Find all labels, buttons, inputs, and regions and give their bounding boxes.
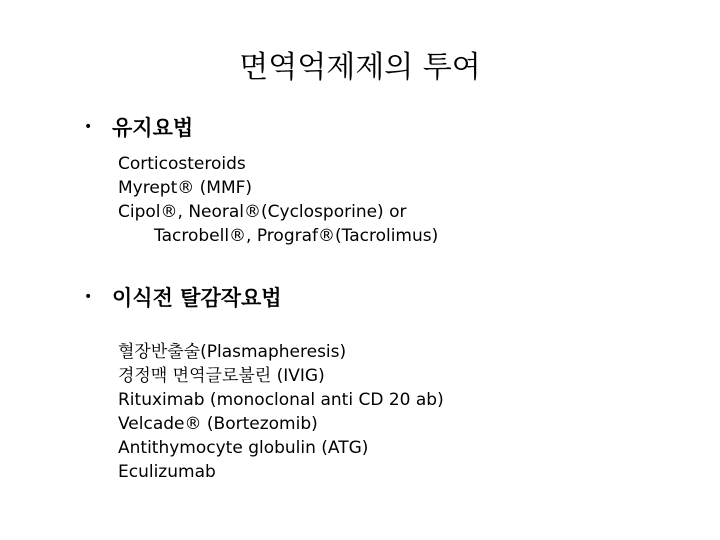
section-desensitization-therapy bbox=[84, 280, 282, 314]
list-item: Corticosteroids bbox=[118, 154, 246, 174]
maintenance-drug-list bbox=[118, 152, 438, 248]
list-item: Myrept® (MMF) bbox=[118, 178, 253, 198]
section-heading: 유지요법 bbox=[112, 116, 194, 140]
list-item: Antithymocyte globulin (ATG) bbox=[118, 438, 369, 458]
slide-title: 면역억제제의 투여 bbox=[239, 50, 481, 85]
list-item: Rituximab (monoclonal anti CD 20 ab) bbox=[118, 390, 444, 410]
list-item: Eculizumab bbox=[118, 462, 216, 482]
bullet-icon: • bbox=[84, 289, 93, 305]
list-item: Cipol®, Neoral®(Cyclosporine) or bbox=[118, 202, 407, 222]
bullet-icon: • bbox=[84, 119, 93, 135]
list-item: 혈장반출술(Plasmapheresis) bbox=[118, 342, 347, 362]
desensitization-treatment-list bbox=[118, 340, 444, 484]
list-item: Velcade® (Bortezomib) bbox=[118, 414, 318, 434]
section-maintenance-therapy bbox=[84, 110, 193, 144]
section-heading: 이식전 탈감작요법 bbox=[112, 286, 282, 310]
section-header bbox=[84, 280, 282, 314]
list-item: Tacrobell®, Prograf®(Tacrolimus) bbox=[154, 226, 439, 246]
section-header bbox=[84, 110, 193, 144]
list-item: 경정맥 면역글로불린 (IVIG) bbox=[118, 366, 325, 386]
